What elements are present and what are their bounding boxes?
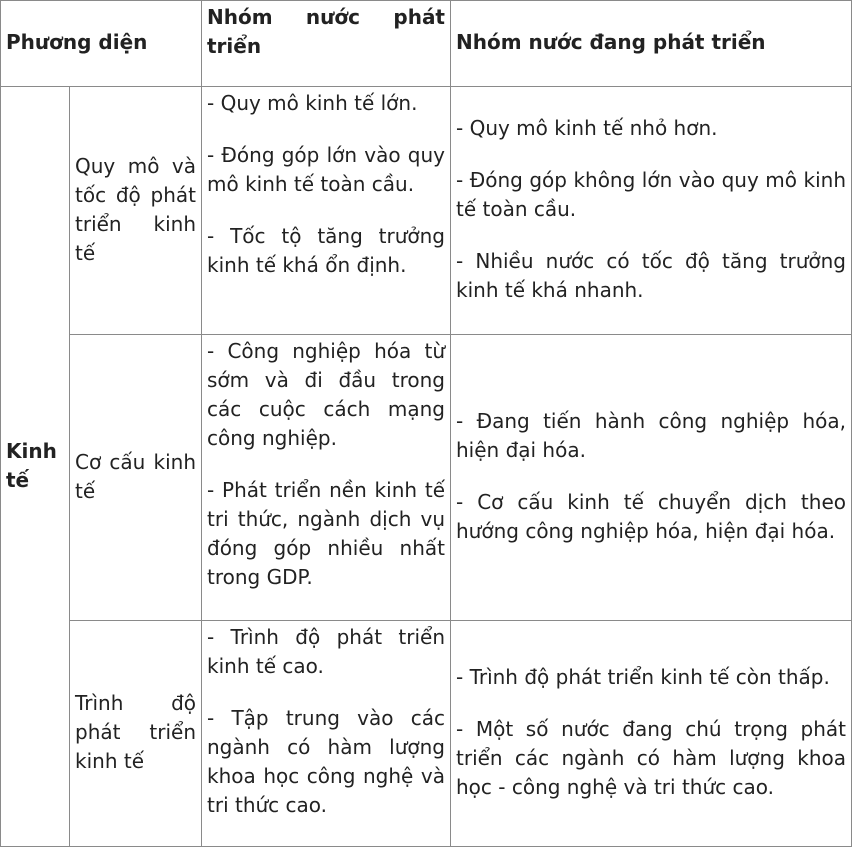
developing-cell (451, 621, 852, 847)
developed-cell (202, 621, 451, 847)
list-item: - Nhiều nước có tốc độ tăng trưởng kinh tế khá nhanh. (456, 249, 846, 302)
table-row (1, 621, 852, 847)
list-item: - Đóng góp không lớn vào quy mô kinh tế toàn cầu. (456, 168, 846, 221)
list-item: - Một số nước đang chú trọng phát triển các ngành có hàm lượng khoa học - công nghệ và tri thức cao. (456, 717, 846, 799)
header-row (1, 1, 852, 87)
list-item: - Cơ cấu kinh tế chuyển dịch theo hướng công nghiệp hóa, hiện đại hóa. (456, 490, 846, 543)
list-item: - Tập trung vào các ngành có hàm lượng khoa học công nghệ và tri thức cao. (207, 706, 445, 817)
table-row (1, 335, 852, 621)
list-item: - Đóng góp lớn vào quy mô kinh tế toàn cầu. (207, 143, 445, 196)
table-row (1, 87, 852, 335)
header-developing: Nhóm nước đang phát triển (451, 1, 852, 87)
list-item: - Trình độ phát triển kinh tế còn thấp. (456, 665, 830, 689)
row-label: Quy mô và tốc độ phát triển kinh tế (70, 87, 202, 335)
developing-cell (451, 87, 852, 335)
developed-cell (202, 87, 451, 335)
list-item: - Quy mô kinh tế nhỏ hơn. (456, 116, 718, 140)
row-label: Cơ cấu kinh tế (70, 335, 202, 621)
group-label: Kinh tế (1, 87, 70, 847)
row-label: Trình độ phát triển kinh tế (70, 621, 202, 847)
header-aspect: Phương diện (1, 1, 202, 87)
list-item: - Phát triển nền kinh tế tri thức, ngành dịch vụ đóng góp nhiều nhất trong GDP. (207, 478, 445, 589)
list-item: - Đang tiến hành công nghiệp hóa, hiện đại hóa. (456, 409, 846, 462)
list-item: - Công nghiệp hóa từ sớm và đi đầu trong các cuộc cách mạng công nghiệp. (207, 339, 445, 450)
list-item: - Tốc tộ tăng trưởng kinh tế khá ổn định. (207, 224, 445, 277)
list-item: - Trình độ phát triển kinh tế cao. (207, 625, 445, 678)
developing-cell (451, 335, 852, 621)
list-item: - Quy mô kinh tế lớn. (207, 91, 418, 115)
developed-cell (202, 335, 451, 621)
header-developed: Nhóm nước phát triển (202, 1, 451, 87)
